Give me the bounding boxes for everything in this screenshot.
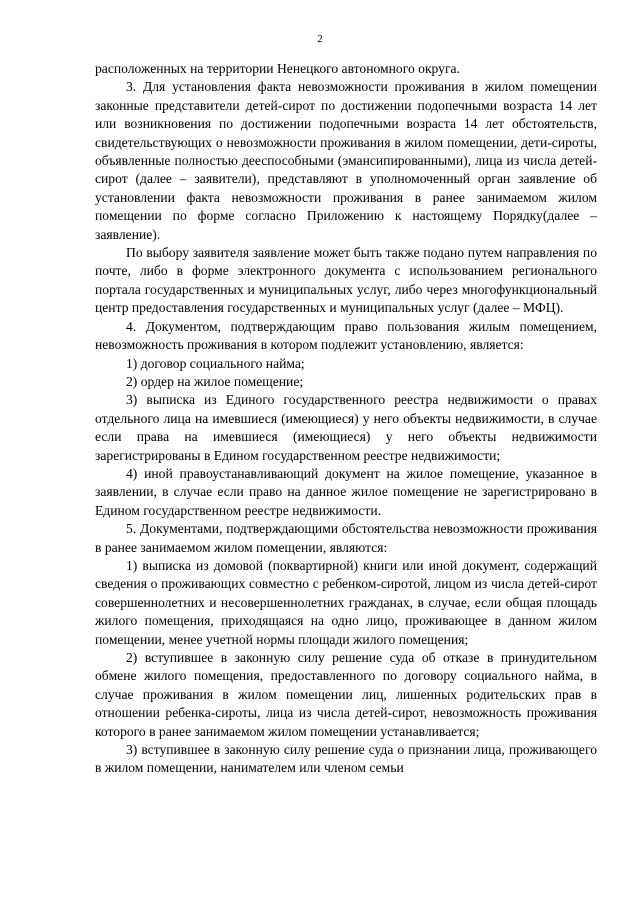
paragraph-item-5-3: 3) вступившее в законную силу решение суда о признании лица, проживающего в жилом помещении, нанимателем или членом семьи <box>95 742 597 776</box>
paragraph-item-4-2: 2) ордер на жилое помещение; <box>126 373 304 389</box>
paragraph-item-5: 5. Документами, подтверждающими обстоятельства невозможности проживания в ранее занимаемом жилом помещении, являются: <box>95 521 597 555</box>
document-body <box>95 60 597 778</box>
paragraph-item-4: 4. Документом, подтверждающим право пользования жилым помещением, невозможность проживания в котором подлежит установлению, является: <box>95 318 597 353</box>
paragraph-item-4-1: 1) договор социального найма; <box>126 355 305 371</box>
paragraph-continuation: расположенных на территории Ненецкого автономного округа. <box>95 61 460 76</box>
paragraph-item-5-2: 2) вступившее в законную силу решение суда об отказе в принудительном обмене жилого помещения, предоставленного по договору социального найма, в случае проживания в жилом помещении лиц, лишенных родительских прав в отношении ребенка-сироты, лица из числа детей-сирот, невозможность проживания которого в ранее занимаемом жилом помещении устанавливается; <box>95 650 597 739</box>
page-number: 2 <box>317 33 323 45</box>
paragraph-submission-options: По выбору заявителя заявление может быть также подано путем направления по почте, либо в форме электронного документа с использованием регионального портала государственных и муниципальных услуг, либо через многофункциональный центр предоставления государственных и муниципальных услуг (далее – МФЦ). <box>95 245 597 316</box>
paragraph-item-4-3: 3) выписка из Единого государственного реестра недвижимости о правах отдельного лица на имевшиеся (имеющиеся) у него объекты недвижимости, в случае если права на имевшиеся (имеющиеся) у него объекты недвижимости зарегистрированы в Едином государственном реестре недвижимости; <box>95 392 597 463</box>
paragraph-item-5-1: 1) выписка из домовой (поквартирной) книги или иной документ, содержащий сведения о проживающих совместно с ребенком-сиротой, лицом из числа детей-сирот совершеннолетних и несовершеннолетних гражданах, в случае, если общая площадь жилого помещения, приходящаяся на одно лицо, проживающее в данном жилом помещении, менее учетной нормы площади жилого помещения; <box>95 557 597 647</box>
paragraph-item-4-4: 4) иной правоустанавливающий документ на жилое помещение, указанное в заявлении, в случае если право на данное жилое помещение не зарегистрировано в Едином государственном реестре недвижимости. <box>95 465 597 518</box>
paragraph-item-3: 3. Для установления факта невозможности проживания в жилом помещении законные представители детей-сирот по достижении подопечными возраста 14 лет или возникновения по достижении подопечными возраста 14 лет обстоятельств, свидетельствующих о невозможности проживания в жилом помещении, дети-сироты, объявленные полностью дееспособными (эмансипированными), лица из числа детей-сирот (далее – заявители), представляют в уполномоченный орган заявление об установлении факта невозможности проживания в ранее занимаемом жилом помещении по форме согласно Приложению к настоящему Порядку(далее – заявление). <box>95 79 597 242</box>
